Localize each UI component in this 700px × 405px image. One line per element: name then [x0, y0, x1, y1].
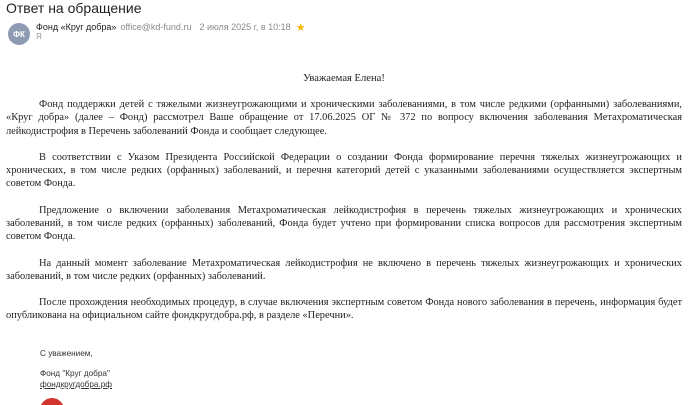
sent-date: 2 июля 2025 г, в 10:18	[199, 22, 291, 32]
letter-paragraph: Фонд поддержки детей с тяжелыми жизнеугрожающими и хроническими заболеваниями, в том числе редкими (орфанными) заболеваниями, «Круг добра» (далее – Фонд) рассмотрел Ваше обращение от 17.06.2025 ОГ № 372 по вопросу включения заболевания Метахроматическая лейкодистрофия в Перечень заболеваний Фонда и сообщает следующее.	[6, 99, 682, 137]
sender-line	[36, 21, 306, 34]
letter-paragraph: Предложение о включении заболевания Метахроматическая лейкодистрофия в перечень тяжелых жизнеугрожающих и хронических заболеваний, в том числе редких (орфанных) заболеваний, Фонда будет учтено при формировании списка вопросов для рассмотрения экспертным советом Фонда.	[6, 204, 682, 243]
letter-paragraph: На данный момент заболевание Метахроматическая лейкодистрофия не включено в перечень тяжелых жизнеугрожающих и хронических заболеваний, в том числе редких (орфанных) заболеваний.	[6, 257, 682, 282]
letter-paragraph: В соответствии с Указом Президента Российской Федерации о создании Фонда формирование перечня тяжелых жизнеугрожающих и хронических, в том числе редких (орфанных) заболеваний, и перечня категорий детей с указанными заболеваниями осуществляется экспертным советом Фонда.	[6, 152, 682, 190]
sender-avatar[interactable]: ФК	[8, 23, 30, 45]
signature-regards: С уважением,	[40, 349, 93, 358]
letter-body	[6, 72, 682, 336]
star-icon[interactable]: ★	[295, 22, 306, 34]
email-subject: Ответ на обращение	[6, 0, 142, 16]
letter-greeting: Уважаемая Елена!	[303, 73, 385, 84]
recipient[interactable]: Я	[36, 32, 42, 41]
signature-link[interactable]: фондкругдобра.рф	[40, 380, 113, 389]
email-header	[8, 20, 688, 46]
signature-block	[40, 368, 112, 390]
sender-email[interactable]: office@kd-fund.ru	[120, 22, 192, 32]
letter-paragraph: После прохождения необходимых процедур, в случае включения экспертным советом Фонда нового заболевания в перечень, информация будет опубликована на официальном сайте фондкругдобра.рф, в разделе «Перечни».	[6, 297, 682, 322]
signature-org: Фонд "Круг добра"	[40, 369, 110, 378]
fund-logo	[40, 398, 64, 405]
sender-name[interactable]: Фонд «Круг добра»	[36, 22, 117, 32]
